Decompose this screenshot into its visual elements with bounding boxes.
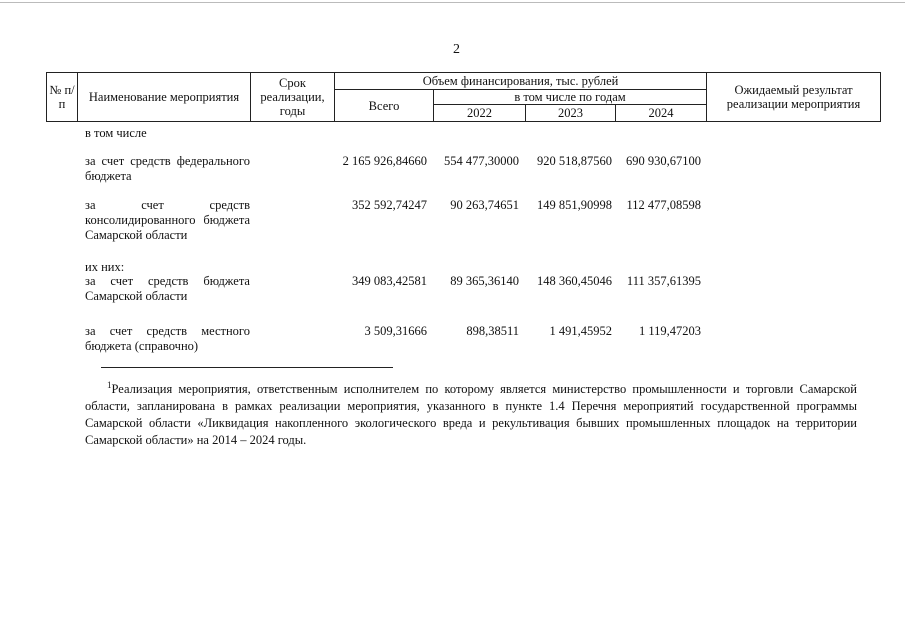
header-num: № п/п bbox=[47, 73, 78, 122]
header-funding: Объем финансирования, тыс. рублей bbox=[335, 73, 707, 90]
row-name: за счет средств федерального бюджета bbox=[85, 154, 250, 183]
header-by-years: в том числе по годам bbox=[434, 90, 707, 105]
header-name: Наименование мероприятия bbox=[78, 73, 251, 122]
row-2022: 90 263,74651 bbox=[450, 198, 519, 212]
row-total: 349 083,42581 bbox=[352, 274, 427, 288]
row-2023: 148 360,45046 bbox=[537, 274, 612, 288]
row-total: 352 592,74247 bbox=[352, 198, 427, 212]
row-2024: 112 477,08598 bbox=[626, 198, 701, 212]
header-year-2022: 2022 bbox=[434, 105, 526, 122]
page-number: 2 bbox=[453, 42, 460, 57]
table-header bbox=[46, 72, 881, 122]
row-2023: 1 491,45952 bbox=[549, 324, 612, 338]
row-name: за счет средств местного бюджета (справочно) bbox=[85, 324, 250, 353]
row-2023: 920 518,87560 bbox=[537, 154, 612, 168]
footnote bbox=[85, 377, 857, 449]
footnote-marker: 1 bbox=[107, 380, 112, 390]
header-year-2023: 2023 bbox=[526, 105, 616, 122]
header-total: Всего bbox=[335, 90, 434, 122]
row-2024: 690 930,67100 bbox=[626, 154, 701, 168]
row-name: в том числе bbox=[85, 126, 147, 140]
row-2022: 554 477,30000 bbox=[444, 154, 519, 168]
row-2024: 1 119,47203 bbox=[638, 324, 701, 338]
row-name: за счет средств консолидированного бюджета Самарской области bbox=[85, 198, 250, 242]
row-2024: 111 357,61395 bbox=[626, 274, 701, 288]
row-2022: 89 365,36140 bbox=[450, 274, 519, 288]
header-result: Ожидаемый результат реализации мероприятия bbox=[707, 73, 881, 122]
scan-edge-line bbox=[0, 2, 905, 3]
row-2023: 149 851,90998 bbox=[537, 198, 612, 212]
footnote-separator bbox=[101, 367, 393, 368]
row-total: 3 509,31666 bbox=[364, 324, 427, 338]
row-2022: 898,38511 bbox=[466, 324, 519, 338]
header-term: Срок реализации, годы bbox=[251, 73, 335, 122]
row-name: их них: bbox=[85, 260, 125, 274]
header-year-2024: 2024 bbox=[616, 105, 707, 122]
row-total: 2 165 926,84660 bbox=[342, 154, 427, 168]
footnote-text: Реализация мероприятия, ответственным исполнителем по которому является министерство промышленности и торговли Самарской области, запланирована в рамках реализации мероприятия, указанного в пункте 1.4 Перечня мероприятий государственной программы Самарской области «Ликвидация накопленного экологического вреда и рекультивация бывших промышленных площадок на территории Самарской области» на 2014 – 2024 годы. bbox=[85, 382, 857, 448]
row-name: за счет средств бюджета Самарской области bbox=[85, 274, 250, 303]
